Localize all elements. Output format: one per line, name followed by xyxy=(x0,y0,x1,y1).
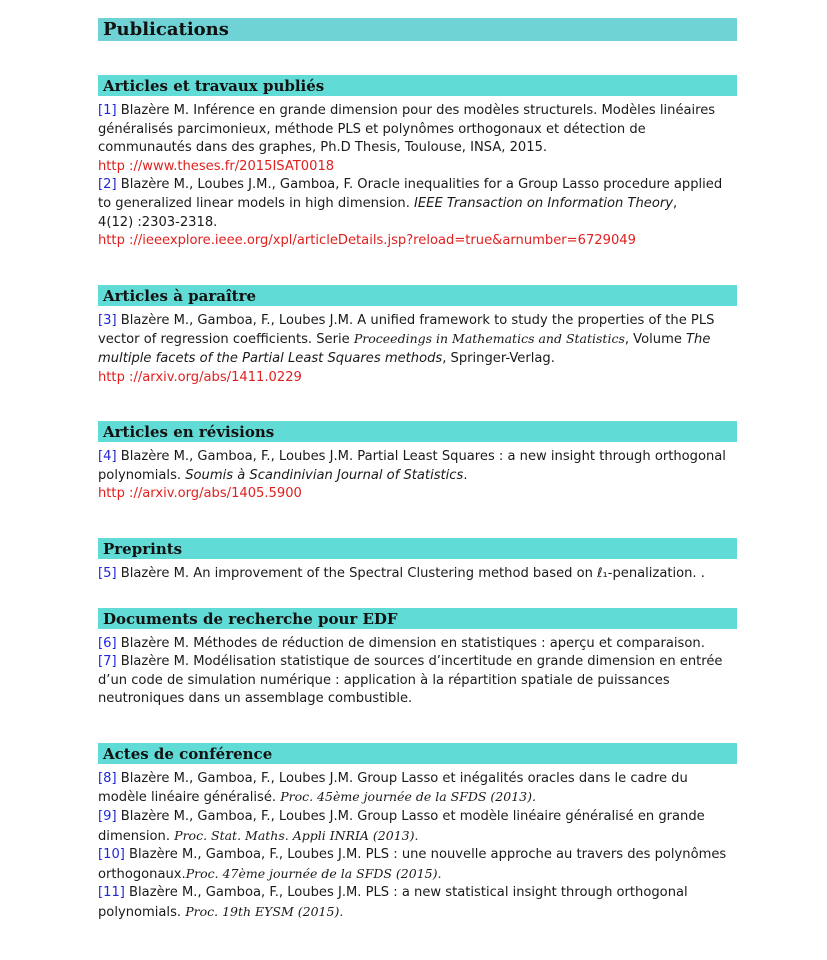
section-heading: Documents de recherche pour EDF xyxy=(98,608,737,629)
entry-venue: IEEE Transaction on Information Theory xyxy=(414,195,674,211)
section-heading: Articles à paraître xyxy=(98,285,737,306)
reference-link[interactable]: [5] xyxy=(98,565,117,581)
entry-venue: Proc. Stat. Maths. Appli INRIA (2013). xyxy=(174,827,419,843)
entry-venue: Proc. 47ème journée de la SFDS (2015). xyxy=(185,865,442,881)
section-articles-in-revision xyxy=(98,421,737,504)
publication-entry xyxy=(98,846,737,884)
entry-url-link[interactable]: http ://arxiv.org/abs/1405.5900 xyxy=(98,486,302,502)
entry-text: Blazère M. An improvement of the Spectral Clustering method based on ℓ₁-penalization. . xyxy=(116,565,705,581)
entry-venue: Soumis à Scandinivian Journal of Statistics xyxy=(185,467,464,483)
entry-text: Blazère M., Gamboa, F., Loubes J.M. A unified framework to study the properties of the PLS vector of regression coefficients. Serie xyxy=(98,312,715,348)
entry-url-link[interactable]: http ://www.theses.fr/2015ISAT0018 xyxy=(98,158,335,174)
publication-entry xyxy=(98,653,737,709)
section-heading: Articles et travaux publiés xyxy=(98,75,737,96)
entry-text: Blazère M. Méthodes de réduction de dimension en statistiques : aperçu et comparaison. xyxy=(116,635,705,651)
entry-venue: Proc. 45ème journée de la SFDS (2013). xyxy=(280,789,536,805)
entry-url-link[interactable]: http ://arxiv.org/abs/1411.0229 xyxy=(98,369,302,385)
section-preprints xyxy=(98,538,737,584)
entry-text: Blazère M., Gamboa, F., Loubes J.M. PLS : une nouvelle approche au travers des polynômes orthogonaux. xyxy=(98,847,727,882)
section-heading: Actes de conférence xyxy=(98,743,737,764)
entry-url-link[interactable]: http ://ieeexplore.ieee.org/xpl/articleDetails.jsp?reload=true&arnumber=6729049 xyxy=(98,233,636,249)
page-title: Publications xyxy=(98,18,737,41)
publication-entry xyxy=(98,176,737,250)
publication-entry xyxy=(98,448,737,504)
reference-link[interactable]: [6] xyxy=(98,635,117,651)
entry-series: Proceedings in Mathematics and Statistics xyxy=(353,331,625,347)
publication-entry xyxy=(98,808,737,846)
reference-link[interactable]: [10] xyxy=(98,847,125,863)
reference-link[interactable]: [1] xyxy=(98,103,117,118)
section-edf-research-documents xyxy=(98,608,737,709)
section-heading: Articles en révisions xyxy=(98,421,737,442)
entry-text: Blazère M., Gamboa, F., Loubes J.M. PLS : a new statistical insight through orthogonal polynomials. xyxy=(98,885,688,921)
reference-link[interactable]: [7] xyxy=(98,654,117,670)
entry-extra: 4(12) :2303-2318. xyxy=(98,214,218,230)
entry-tail: , xyxy=(673,195,678,211)
publications-page xyxy=(98,18,737,923)
entry-venue: The multiple facets of the Partial Least Squares methods xyxy=(98,332,711,366)
publication-entry xyxy=(98,102,737,176)
reference-link[interactable]: [9] xyxy=(98,809,117,825)
entry-tail: . xyxy=(463,467,468,483)
publication-entry xyxy=(98,770,737,808)
publication-entry xyxy=(98,312,737,387)
publication-entry xyxy=(98,565,737,584)
entry-mid: , Volume xyxy=(624,332,687,348)
section-published-articles xyxy=(98,75,737,251)
publication-entry xyxy=(98,635,737,654)
reference-link[interactable]: [3] xyxy=(98,312,117,328)
entry-text: Blazère M. Inférence en grande dimension pour des modèles structurels. Modèles linéaires généralisés parcimonieux, méthode PLS et polynômes orthogonaux et détection de communautés dans des graphes, Ph.D Thesis, Toulouse, INSA, 2015. xyxy=(98,103,716,156)
section-conference-proceedings xyxy=(98,743,737,923)
publication-entry xyxy=(98,884,737,922)
entry-tail: , Springer-Verlag. xyxy=(442,350,555,366)
entry-venue: Proc. 19th EYSM (2015). xyxy=(185,904,344,920)
reference-link[interactable]: [4] xyxy=(98,449,117,465)
section-forthcoming-articles xyxy=(98,285,737,387)
entry-text: Blazère M., Gamboa, F., Loubes J.M. Group Lasso et inégalités oracles dans le cadre du modèle linéaire généralisé. xyxy=(98,770,688,806)
entry-text: Blazère M. Modélisation statistique de sources d’incertitude en grande dimension en entrée d’un code de simulation numérique : application à la répartition spatiale de puissances neutroniques dans un assemblage combustible. xyxy=(98,654,723,707)
reference-link[interactable]: [8] xyxy=(98,770,117,786)
reference-link[interactable]: [11] xyxy=(98,885,125,901)
entry-text: Blazère M., Gamboa, F., Loubes J.M. Partial Least Squares : a new insight through orthogonal polynomials. xyxy=(98,449,726,483)
section-heading: Preprints xyxy=(98,538,737,559)
entry-text: Blazère M., Loubes J.M., Gamboa, F. Oracle inequalities for a Group Lasso procedure applied to generalized linear models in high dimension. xyxy=(98,177,723,211)
reference-link[interactable]: [2] xyxy=(98,177,117,193)
entry-text: Blazère M., Gamboa, F., Loubes J.M. Group Lasso et modèle linéaire généralisé en grande dimension. xyxy=(98,809,705,844)
